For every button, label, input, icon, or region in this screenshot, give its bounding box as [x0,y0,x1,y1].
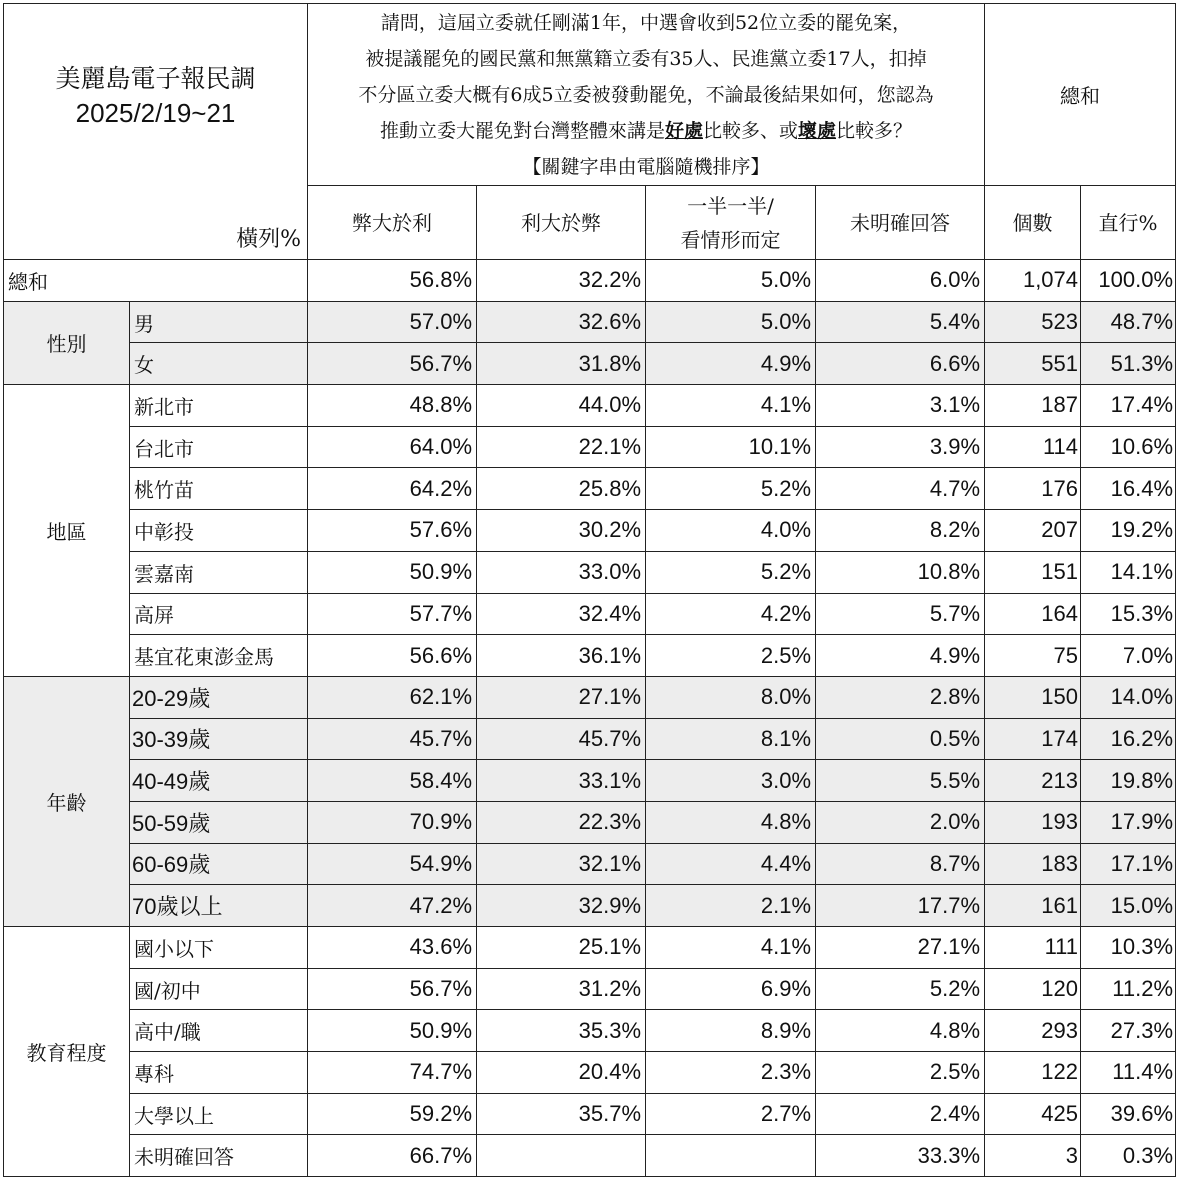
total-row-label: 總和 [4,260,308,302]
group-label: 性別 [4,301,130,384]
value-cell: 32.2% [477,260,646,302]
col-pct-cell: 27.3% [1081,1010,1176,1052]
value-cell: 4.9% [646,343,816,385]
value-cell: 32.9% [477,885,646,927]
value-cell: 2.1% [646,885,816,927]
col-header-col-pct: 直行% [1081,186,1176,260]
col-pct-cell: 16.2% [1081,718,1176,760]
value-cell: 54.9% [308,843,477,885]
count-cell: 174 [985,718,1081,760]
count-cell: 3 [985,1135,1081,1177]
count-cell: 207 [985,510,1081,552]
value-cell: 31.2% [477,968,646,1010]
value-cell: 6.9% [646,968,816,1010]
value-cell: 5.0% [646,301,816,343]
row-label: 國/初中 [130,968,308,1010]
value-cell: 50.9% [308,551,477,593]
total-header: 總和 [985,4,1176,186]
col-pct-cell: 39.6% [1081,1093,1176,1135]
table-row [4,635,1176,677]
row-label: 中彰投 [130,510,308,552]
value-cell: 8.7% [816,843,985,885]
table-row [4,1052,1176,1094]
value-cell: 74.7% [308,1052,477,1094]
col-pct-cell: 51.3% [1081,343,1176,385]
count-cell: 114 [985,426,1081,468]
row-label: 60-69歲 [130,843,308,885]
value-cell: 2.5% [816,1052,985,1094]
value-cell: 3.1% [816,385,985,427]
col-pct-cell: 17.9% [1081,801,1176,843]
value-cell: 5.2% [646,468,816,510]
question-line-4-prefix: 推動立委大罷免對台灣整體來講是 [379,119,665,142]
value-cell [477,1135,646,1177]
col-header-half [646,186,816,260]
table-row [4,426,1176,468]
value-cell: 56.7% [308,343,477,385]
value-cell: 64.0% [308,426,477,468]
table-row [4,1135,1176,1177]
row-label: 高屏 [130,593,308,635]
value-cell: 50.9% [308,1010,477,1052]
col-header-half-line2: 看情形而定 [680,227,781,252]
value-cell: 0.5% [816,718,985,760]
row-label: 桃竹苗 [130,468,308,510]
count-cell: 213 [985,760,1081,802]
count-cell: 293 [985,1010,1081,1052]
value-cell: 36.1% [477,635,646,677]
value-cell: 47.2% [308,885,477,927]
poll-table-wrapper [3,3,1176,1177]
value-cell: 25.8% [477,468,646,510]
question-line-4-suffix: 比較多？ [836,119,913,142]
value-cell: 2.5% [646,635,816,677]
col-pct-cell: 11.2% [1081,968,1176,1010]
value-cell: 8.0% [646,676,816,718]
count-cell: 551 [985,343,1081,385]
col-pct-cell: 10.3% [1081,927,1176,969]
col-pct-cell: 0.3% [1081,1135,1176,1177]
col-header-no-answer: 未明確回答 [816,186,985,260]
value-cell: 57.0% [308,301,477,343]
value-cell: 66.7% [308,1135,477,1177]
value-cell: 4.7% [816,468,985,510]
value-cell: 5.0% [646,260,816,302]
row-label: 基宜花東澎金馬 [130,635,308,677]
row-label: 高中/職 [130,1010,308,1052]
value-cell: 3.9% [816,426,985,468]
col-header-half-line1: 一半一半/ [687,193,774,218]
value-cell: 32.1% [477,843,646,885]
value-cell: 4.4% [646,843,816,885]
keyword-good: 好處 [664,119,703,142]
value-cell: 10.1% [646,426,816,468]
row-label: 未明確回答 [130,1135,308,1177]
value-cell: 2.8% [816,676,985,718]
count-cell: 183 [985,843,1081,885]
value-cell [646,1135,816,1177]
col-header-harm: 弊大於利 [308,186,477,260]
table-row [4,343,1176,385]
value-cell: 56.7% [308,968,477,1010]
value-cell: 8.9% [646,1010,816,1052]
group-label: 年齡 [4,676,130,926]
col-pct-cell: 11.4% [1081,1052,1176,1094]
value-cell: 4.9% [816,635,985,677]
table-row [4,760,1176,802]
value-cell: 4.8% [816,1010,985,1052]
row-label: 50-59歲 [130,801,308,843]
value-cell: 2.7% [646,1093,816,1135]
count-cell: 1,074 [985,260,1081,302]
col-header-benefit: 利大於弊 [477,186,646,260]
question-cell [308,4,985,186]
col-pct-cell: 48.7% [1081,301,1176,343]
question-line-2: 被提議罷免的國民黨和無黨籍立委有35人、民進黨立委17人，扣掉 [365,47,927,70]
value-cell: 44.0% [477,385,646,427]
value-cell: 62.1% [308,676,477,718]
row-percent-label: 橫列% [236,227,302,252]
value-cell: 57.7% [308,593,477,635]
value-cell: 32.6% [477,301,646,343]
table-title-cell [4,4,308,260]
row-label: 70歲以上 [130,885,308,927]
row-label: 雲嘉南 [130,551,308,593]
row-label: 20-29歲 [130,676,308,718]
col-pct-cell: 16.4% [1081,468,1176,510]
table-row [4,468,1176,510]
value-cell: 8.1% [646,718,816,760]
question-line-4-middle: 比較多、或 [703,119,799,142]
value-cell: 22.3% [477,801,646,843]
poll-crosstab-table [3,3,1176,1177]
value-cell: 48.8% [308,385,477,427]
count-cell: 75 [985,635,1081,677]
col-pct-cell: 19.8% [1081,760,1176,802]
count-cell: 187 [985,385,1081,427]
row-label: 女 [130,343,308,385]
value-cell: 33.1% [477,760,646,802]
value-cell: 33.3% [816,1135,985,1177]
table-row [4,843,1176,885]
value-cell: 4.1% [646,927,816,969]
table-row [4,885,1176,927]
value-cell: 57.6% [308,510,477,552]
value-cell: 58.4% [308,760,477,802]
col-pct-cell: 14.0% [1081,676,1176,718]
question-line-1: 請問，這屆立委就任剛滿1年，中選會收到52位立委的罷免案， [380,11,912,34]
value-cell: 20.4% [477,1052,646,1094]
count-cell: 111 [985,927,1081,969]
value-cell: 17.7% [816,885,985,927]
value-cell: 45.7% [308,718,477,760]
value-cell: 59.2% [308,1093,477,1135]
value-cell: 35.7% [477,1093,646,1135]
col-header-count: 個數 [985,186,1081,260]
value-cell: 56.6% [308,635,477,677]
value-cell: 5.5% [816,760,985,802]
value-cell: 2.3% [646,1052,816,1094]
count-cell: 161 [985,885,1081,927]
value-cell: 45.7% [477,718,646,760]
row-label: 40-49歲 [130,760,308,802]
table-row [4,801,1176,843]
poll-source-title: 美麗島電子報民調 [55,64,256,93]
total-row [4,260,1176,302]
row-label: 新北市 [130,385,308,427]
question-line-3: 不分區立委大概有6成5立委被發動罷免，不論最後結果如何，您認為 [358,83,934,106]
poll-date-range: 2025/2/19~21 [75,98,236,128]
table-row [4,968,1176,1010]
count-cell: 523 [985,301,1081,343]
row-label: 台北市 [130,426,308,468]
row-label: 專科 [130,1052,308,1094]
value-cell: 4.2% [646,593,816,635]
count-cell: 151 [985,551,1081,593]
value-cell: 8.2% [816,510,985,552]
col-pct-cell: 15.0% [1081,885,1176,927]
row-label: 大學以上 [130,1093,308,1135]
count-cell: 164 [985,593,1081,635]
keyword-bad: 壞處 [798,119,837,142]
count-cell: 122 [985,1052,1081,1094]
count-cell: 425 [985,1093,1081,1135]
value-cell: 5.7% [816,593,985,635]
col-pct-cell: 10.6% [1081,426,1176,468]
col-pct-cell: 17.1% [1081,843,1176,885]
table-row [4,676,1176,718]
value-cell: 27.1% [477,676,646,718]
value-cell: 4.0% [646,510,816,552]
row-label: 男 [130,301,308,343]
question-line-4 [308,113,984,149]
col-pct-cell: 15.3% [1081,593,1176,635]
row-label: 30-39歲 [130,718,308,760]
value-cell: 64.2% [308,468,477,510]
value-cell: 22.1% [477,426,646,468]
value-cell: 6.6% [816,343,985,385]
col-pct-cell: 17.4% [1081,385,1176,427]
value-cell: 6.0% [816,260,985,302]
value-cell: 27.1% [816,927,985,969]
question-note: 【關鍵字串由電腦隨機排序】 [522,155,770,178]
count-cell: 120 [985,968,1081,1010]
col-pct-cell: 7.0% [1081,635,1176,677]
value-cell: 5.4% [816,301,985,343]
value-cell: 30.2% [477,510,646,552]
value-cell: 32.4% [477,593,646,635]
group-label: 教育程度 [4,927,130,1177]
value-cell: 5.2% [816,968,985,1010]
table-row [4,718,1176,760]
count-cell: 150 [985,676,1081,718]
table-row [4,1010,1176,1052]
table-row [4,551,1176,593]
col-pct-cell: 100.0% [1081,260,1176,302]
value-cell: 10.8% [816,551,985,593]
value-cell: 56.8% [308,260,477,302]
table-row [4,301,1176,343]
value-cell: 43.6% [308,927,477,969]
table-row [4,385,1176,427]
col-pct-cell: 14.1% [1081,551,1176,593]
group-label: 地區 [4,385,130,677]
value-cell: 35.3% [477,1010,646,1052]
value-cell: 2.4% [816,1093,985,1135]
table-row [4,1093,1176,1135]
value-cell: 31.8% [477,343,646,385]
value-cell: 4.8% [646,801,816,843]
col-pct-cell: 19.2% [1081,510,1176,552]
table-row [4,510,1176,552]
table-row [4,593,1176,635]
table-row [4,927,1176,969]
value-cell: 2.0% [816,801,985,843]
count-cell: 176 [985,468,1081,510]
value-cell: 3.0% [646,760,816,802]
count-cell: 193 [985,801,1081,843]
value-cell: 70.9% [308,801,477,843]
value-cell: 33.0% [477,551,646,593]
value-cell: 25.1% [477,927,646,969]
value-cell: 5.2% [646,551,816,593]
row-label: 國小以下 [130,927,308,969]
value-cell: 4.1% [646,385,816,427]
